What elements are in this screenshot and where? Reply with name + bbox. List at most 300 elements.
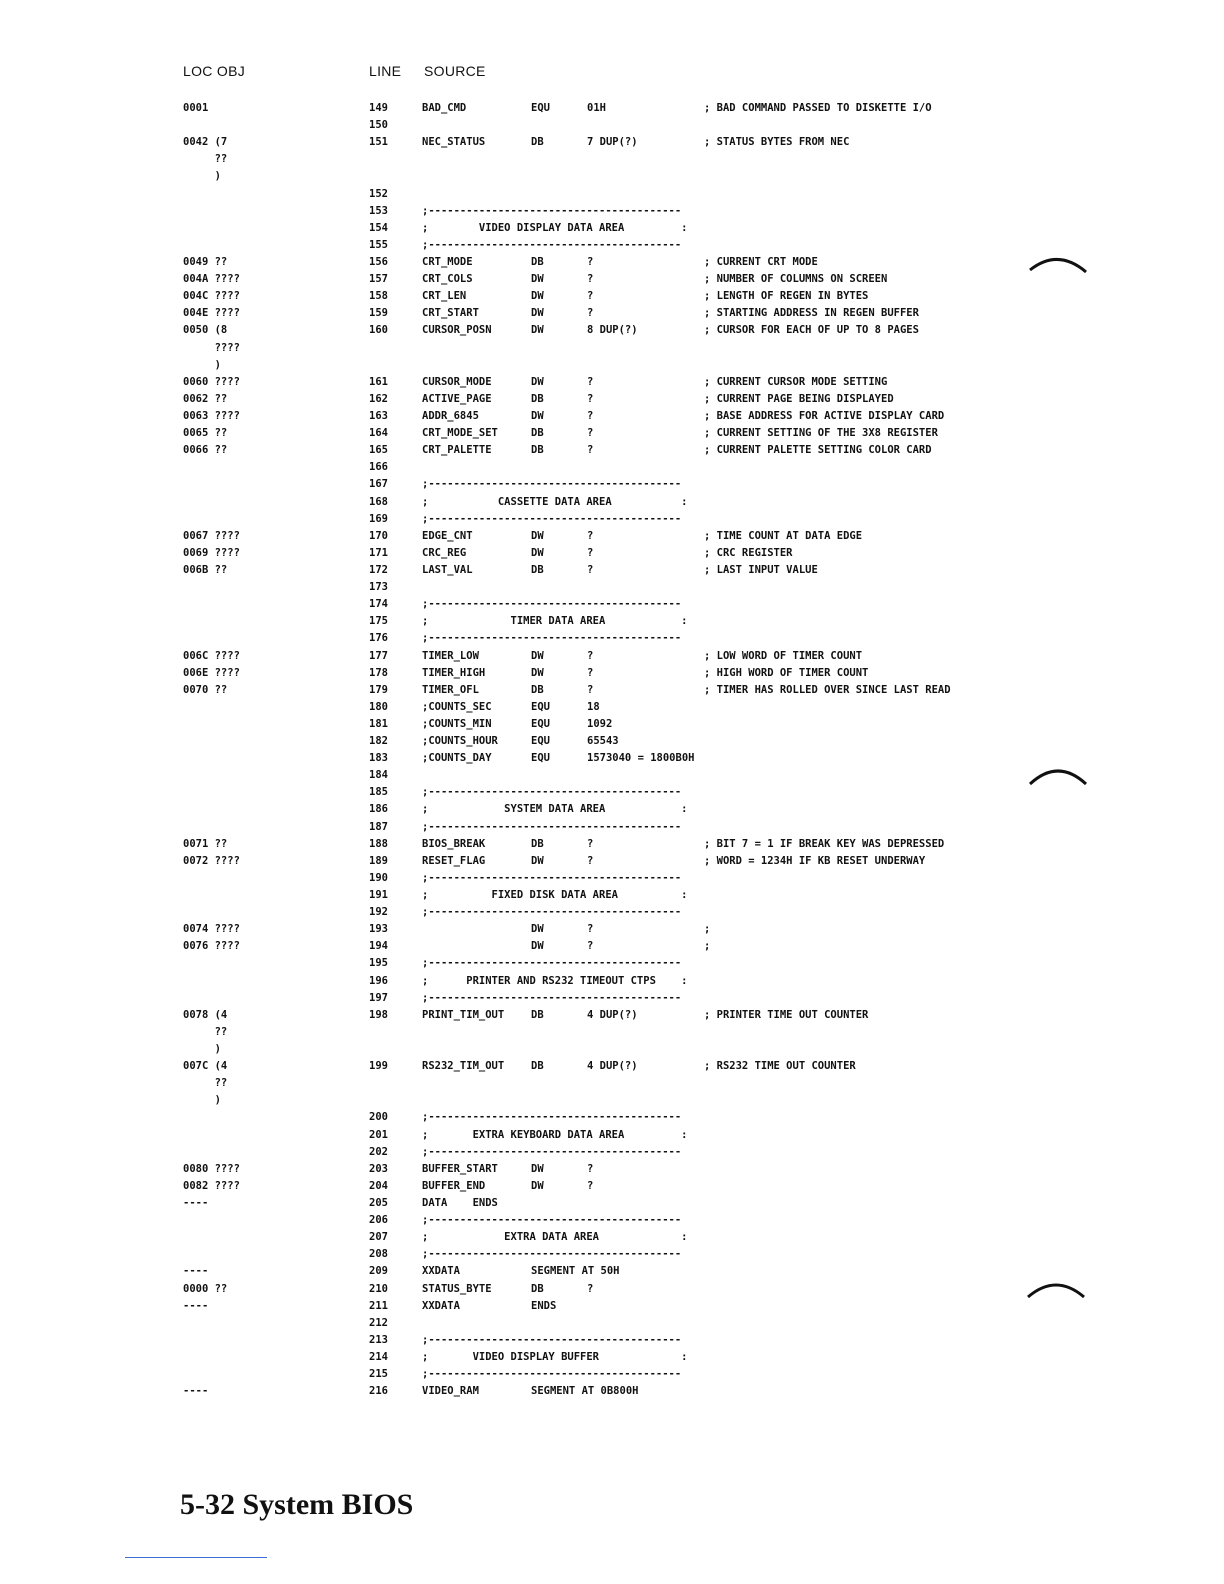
row-line-number: 180	[369, 700, 388, 713]
row-loc-obj: 0001	[183, 102, 209, 114]
row-opcode: EQU	[531, 735, 550, 748]
row-source-label: CRT_START	[422, 307, 479, 320]
row-source-label: ; VIDEO DISPLAY DATA AREA :	[422, 221, 688, 234]
row-source-label: ;----------------------------------------	[422, 1368, 682, 1381]
row-line-number: 175	[369, 615, 388, 628]
row-line-number: 155	[369, 238, 388, 251]
page-footer-title: 5-32 System BIOS	[180, 1488, 414, 1521]
listing-row	[0, 340, 1224, 357]
row-operand: ?	[587, 392, 594, 405]
listing-row	[0, 511, 1224, 528]
row-operand: ?	[587, 563, 594, 576]
row-comment: ; TIME COUNT AT DATA EDGE	[704, 529, 863, 542]
row-loc-obj: 006E ????	[183, 666, 240, 679]
row-loc-obj: 0042 (7	[183, 136, 228, 149]
row-line-number: 151	[369, 136, 388, 149]
row-comment: ; BIT 7 = 1 IF BREAK KEY WAS DEPRESSED	[704, 837, 945, 850]
page-tab-mark-icon	[1026, 1277, 1086, 1307]
listing-row	[0, 1161, 1224, 1178]
row-operand: 01H	[587, 102, 606, 114]
row-line-number: 192	[369, 906, 388, 919]
row-source-label: EDGE_CNT	[422, 529, 473, 542]
row-opcode: SEGMENT AT 0B800H	[531, 1385, 639, 1398]
row-source-label: BAD_CMD	[422, 102, 467, 114]
row-comment: ; CURRENT CURSOR MODE SETTING	[704, 375, 888, 388]
row-line-number: 189	[369, 854, 388, 867]
row-line-number: 208	[369, 1248, 388, 1261]
row-opcode: EQU	[531, 752, 550, 765]
listing-row	[0, 1315, 1224, 1332]
listing-row	[0, 1349, 1224, 1366]
row-comment: ; CURRENT SETTING OF THE 3X8 REGISTER	[704, 427, 938, 440]
listing-row	[0, 151, 1224, 168]
row-opcode: DW	[531, 940, 544, 953]
row-comment: ; TIMER HAS ROLLED OVER SINCE LAST READ	[704, 683, 951, 696]
row-line-number: 200	[369, 1111, 388, 1124]
listing-row	[0, 357, 1224, 374]
listing-row	[0, 682, 1224, 699]
row-source-label: ;COUNTS_SEC	[422, 700, 492, 713]
header-loc-obj: LOC OBJ	[183, 63, 246, 79]
row-operand: ?	[587, 375, 594, 388]
row-comment: ;	[704, 940, 711, 953]
row-operand: ?	[587, 409, 594, 422]
listing-row	[0, 1246, 1224, 1263]
row-line-number: 215	[369, 1368, 388, 1381]
listing-row	[0, 1212, 1224, 1229]
row-line-number: 188	[369, 837, 388, 850]
row-operand: ?	[587, 1179, 594, 1192]
row-source-label: ; TIMER DATA AREA :	[422, 615, 688, 628]
row-line-number: 166	[369, 461, 388, 474]
row-source-label: CRT_MODE_SET	[422, 427, 498, 440]
row-operand: ?	[587, 666, 594, 679]
row-opcode: DW	[531, 666, 544, 679]
row-source-label: XXDATA	[422, 1265, 460, 1278]
row-loc-obj: ??	[183, 153, 228, 166]
listing-row	[0, 1195, 1224, 1212]
row-source-label: RS232_TIM_OUT	[422, 1060, 505, 1073]
row-operand: ?	[587, 837, 594, 850]
listing-row	[0, 1127, 1224, 1144]
row-operand: ?	[587, 683, 594, 696]
row-source-label: ; EXTRA DATA AREA :	[422, 1231, 688, 1244]
row-source-label: CURSOR_POSN	[422, 324, 492, 337]
listing-row	[0, 203, 1224, 220]
row-opcode: DW	[531, 1179, 544, 1192]
row-loc-obj: 0065 ??	[183, 427, 228, 440]
row-comment: ;	[704, 923, 711, 936]
listing-row	[0, 596, 1224, 613]
header-source: SOURCE	[424, 63, 486, 79]
row-loc-obj: 004C ????	[183, 290, 240, 303]
listing-row	[0, 1332, 1224, 1349]
listing-row	[0, 870, 1224, 887]
row-loc-obj: 0066 ??	[183, 444, 228, 457]
listing-row	[0, 921, 1224, 938]
row-line-number: 214	[369, 1350, 388, 1363]
listing-row	[0, 528, 1224, 545]
listing-row	[0, 1058, 1224, 1075]
row-line-number: 201	[369, 1128, 388, 1141]
row-operand: ?	[587, 444, 594, 457]
row-line-number: 202	[369, 1145, 388, 1158]
row-line-number: 216	[369, 1385, 388, 1398]
listing-row	[0, 134, 1224, 151]
row-line-number: 165	[369, 444, 388, 457]
row-operand: ?	[587, 546, 594, 559]
row-line-number: 156	[369, 255, 388, 268]
row-line-number: 169	[369, 512, 388, 525]
row-comment: ; RS232 TIME OUT COUNTER	[704, 1060, 856, 1073]
listing-row	[0, 476, 1224, 493]
listing-row	[0, 819, 1224, 836]
row-line-number: 212	[369, 1316, 388, 1329]
row-operand: ?	[587, 307, 594, 320]
row-opcode: DB	[531, 837, 544, 850]
listing-row	[0, 1366, 1224, 1383]
listing-row	[0, 374, 1224, 391]
row-line-number: 204	[369, 1179, 388, 1192]
row-line-number: 205	[369, 1197, 388, 1209]
row-operand: ?	[587, 923, 594, 936]
row-loc-obj: 007C (4	[183, 1060, 228, 1073]
row-comment: ; WORD = 1234H IF KB RESET UNDERWAY	[704, 854, 926, 867]
listing-row	[0, 408, 1224, 425]
row-source-label: BIOS_BREAK	[422, 837, 486, 850]
row-loc-obj: 0072 ????	[183, 854, 240, 867]
row-line-number: 152	[369, 187, 388, 200]
row-source-label: ;COUNTS_MIN	[422, 717, 492, 730]
row-line-number: 177	[369, 649, 388, 662]
row-line-number: 179	[369, 683, 388, 696]
row-loc-obj: ????	[183, 341, 240, 354]
row-loc-obj: 0082 ????	[183, 1179, 240, 1192]
row-line-number: 206	[369, 1214, 388, 1227]
row-line-number: 207	[369, 1231, 388, 1244]
row-operand: 4 DUP(?)	[587, 1060, 638, 1073]
row-source-label: TIMER_HIGH	[422, 666, 486, 679]
listing-row	[0, 562, 1224, 579]
row-source-label: ADDR_6845	[422, 409, 479, 422]
row-source-label: BUFFER_START	[422, 1162, 498, 1175]
row-line-number: 186	[369, 803, 388, 816]
listing-row	[0, 117, 1224, 134]
row-source-label: ; CASSETTE DATA AREA :	[422, 495, 688, 508]
listing-row	[0, 186, 1224, 203]
row-line-number: 195	[369, 957, 388, 970]
listing-row	[0, 220, 1224, 237]
row-source-label: PRINT_TIM_OUT	[422, 1008, 505, 1021]
row-source-label: ;----------------------------------------	[422, 1145, 682, 1158]
row-line-number: 196	[369, 974, 388, 987]
row-opcode: DW	[531, 923, 544, 936]
row-opcode: EQU	[531, 717, 550, 730]
row-loc-obj: ??	[183, 1025, 228, 1038]
row-loc-obj: 0080 ????	[183, 1162, 240, 1175]
row-source-label: ; PRINTER AND RS232 TIMEOUT CTPS :	[422, 974, 688, 987]
page-tab-mark-icon	[1028, 762, 1088, 792]
listing-row	[0, 955, 1224, 972]
row-loc-obj: 006C ????	[183, 649, 240, 662]
row-comment: ; CURRENT CRT MODE	[704, 255, 818, 268]
listing-row	[0, 1178, 1224, 1195]
row-line-number: 181	[369, 717, 388, 730]
listing-row	[0, 545, 1224, 562]
listing-row	[0, 699, 1224, 716]
footer-rule	[125, 1557, 267, 1558]
row-operand: ?	[587, 290, 594, 303]
row-opcode: DW	[531, 307, 544, 320]
row-operand: ?	[587, 940, 594, 953]
row-loc-obj: ----	[183, 1197, 209, 1209]
row-source-label: BUFFER_END	[422, 1179, 486, 1192]
row-source-label: CRT_COLS	[422, 273, 473, 286]
listing-row	[0, 716, 1224, 733]
row-source-label: ;----------------------------------------	[422, 957, 682, 970]
row-line-number: 150	[369, 119, 388, 132]
row-line-number: 163	[369, 409, 388, 422]
listing-row	[0, 1383, 1224, 1400]
row-comment: ; STARTING ADDRESS IN REGEN BUFFER	[704, 307, 919, 320]
row-loc-obj: 0076 ????	[183, 940, 240, 953]
listing-row	[0, 459, 1224, 476]
row-loc-obj: ----	[183, 1265, 209, 1278]
listing-row	[0, 733, 1224, 750]
row-line-number: 210	[369, 1282, 388, 1295]
row-line-number: 183	[369, 752, 388, 765]
row-source-label: ; SYSTEM DATA AREA :	[422, 803, 688, 816]
row-source-label: ; FIXED DISK DATA AREA :	[422, 889, 688, 902]
row-source-label: CRC_REG	[422, 546, 467, 559]
listing-row	[0, 853, 1224, 870]
row-source-label: XXDATA	[422, 1299, 460, 1312]
listing-row	[0, 1144, 1224, 1161]
row-source-label: ;----------------------------------------	[422, 991, 682, 1004]
row-loc-obj: 0000 ??	[183, 1282, 228, 1295]
row-loc-obj: 0070 ??	[183, 683, 228, 696]
row-loc-obj: )	[183, 1043, 221, 1056]
row-opcode: DB	[531, 683, 544, 696]
listing-row	[0, 1041, 1224, 1058]
listing-row	[0, 442, 1224, 459]
row-source-label: CURSOR_MODE	[422, 375, 492, 388]
row-source-label: ;----------------------------------------	[422, 786, 682, 799]
row-opcode: DW	[531, 375, 544, 388]
listing-row	[0, 100, 1224, 117]
row-source-label: ;----------------------------------------	[422, 598, 682, 611]
source-listing	[0, 100, 1224, 1400]
row-comment: ; LAST INPUT VALUE	[704, 563, 818, 576]
row-source-label: VIDEO_RAM	[422, 1385, 479, 1398]
row-loc-obj: 004E ????	[183, 307, 240, 320]
listing-row	[0, 305, 1224, 322]
row-loc-obj: 0049 ??	[183, 255, 228, 268]
row-opcode: DB	[531, 1060, 544, 1073]
row-opcode: DB	[531, 444, 544, 457]
row-operand: ?	[587, 1162, 594, 1175]
row-loc-obj: ??	[183, 1077, 228, 1090]
row-comment: ; CURRENT PAGE BEING DISPLAYED	[704, 392, 894, 405]
listing-row	[0, 613, 1224, 630]
row-comment: ; NUMBER OF COLUMNS ON SCREEN	[704, 273, 888, 286]
row-line-number: 167	[369, 478, 388, 491]
row-source-label: ;----------------------------------------	[422, 871, 682, 884]
row-opcode: DW	[531, 1162, 544, 1175]
row-opcode: DW	[531, 854, 544, 867]
row-line-number: 168	[369, 495, 388, 508]
row-comment: ; CURSOR FOR EACH OF UP TO 8 PAGES	[704, 324, 919, 337]
listing-row	[0, 836, 1224, 853]
row-source-label: DATA ENDS	[422, 1197, 498, 1209]
row-source-label: STATUS_BYTE	[422, 1282, 492, 1295]
listing-row	[0, 630, 1224, 647]
row-line-number: 154	[369, 221, 388, 234]
row-line-number: 159	[369, 307, 388, 320]
row-opcode: DB	[531, 427, 544, 440]
row-source-label: ;----------------------------------------	[422, 478, 682, 491]
row-line-number: 199	[369, 1060, 388, 1073]
row-operand: ?	[587, 427, 594, 440]
row-opcode: DW	[531, 290, 544, 303]
row-source-label: CRT_PALETTE	[422, 444, 492, 457]
row-source-label: TIMER_LOW	[422, 649, 479, 662]
row-opcode: DW	[531, 324, 544, 337]
row-operand: ?	[587, 854, 594, 867]
row-source-label: ;----------------------------------------	[422, 1214, 682, 1227]
row-source-label: ;----------------------------------------	[422, 632, 682, 645]
row-source-label: CRT_MODE	[422, 255, 473, 268]
listing-row	[0, 494, 1224, 511]
row-operand: 65543	[587, 735, 619, 748]
row-operand: 18	[587, 700, 600, 713]
row-line-number: 153	[369, 204, 388, 217]
row-line-number: 197	[369, 991, 388, 1004]
row-line-number: 160	[369, 324, 388, 337]
row-opcode: DB	[531, 392, 544, 405]
listing-row	[0, 1075, 1224, 1092]
row-opcode: DW	[531, 273, 544, 286]
row-line-number: 157	[369, 273, 388, 286]
row-source-label: ;COUNTS_DAY	[422, 752, 492, 765]
row-loc-obj: ----	[183, 1299, 209, 1312]
row-opcode: DW	[531, 409, 544, 422]
row-loc-obj: 0069 ????	[183, 546, 240, 559]
row-line-number: 149	[369, 102, 388, 114]
row-loc-obj: 0060 ????	[183, 375, 240, 388]
row-line-number: 172	[369, 563, 388, 576]
row-line-number: 198	[369, 1008, 388, 1021]
listing-row	[0, 1229, 1224, 1246]
row-source-label: ;----------------------------------------	[422, 906, 682, 919]
row-source-label: ;----------------------------------------	[422, 204, 682, 217]
row-source-label: ;----------------------------------------	[422, 512, 682, 525]
row-opcode: DW	[531, 529, 544, 542]
row-line-number: 171	[369, 546, 388, 559]
listing-row	[0, 1024, 1224, 1041]
listing-row	[0, 1007, 1224, 1024]
row-comment: ; BAD COMMAND PASSED TO DISKETTE I/O	[704, 102, 932, 114]
row-opcode: EQU	[531, 102, 550, 114]
listing-row	[0, 168, 1224, 185]
row-source-label: TIMER_OFL	[422, 683, 479, 696]
row-operand: 1573040 = 1800B0H	[587, 752, 695, 765]
row-line-number: 184	[369, 769, 388, 782]
row-loc-obj: 0067 ????	[183, 529, 240, 542]
row-operand: ?	[587, 273, 594, 286]
row-line-number: 203	[369, 1162, 388, 1175]
row-operand: 1092	[587, 717, 613, 730]
row-source-label: ;----------------------------------------	[422, 1248, 682, 1261]
row-opcode: EQU	[531, 700, 550, 713]
row-loc-obj: )	[183, 1094, 221, 1107]
row-opcode: DW	[531, 546, 544, 559]
row-line-number: 164	[369, 427, 388, 440]
row-loc-obj: 0074 ????	[183, 923, 240, 936]
row-loc-obj: 0062 ??	[183, 392, 228, 405]
row-loc-obj: ----	[183, 1385, 209, 1398]
listing-row	[0, 1109, 1224, 1126]
row-line-number: 213	[369, 1333, 388, 1346]
row-line-number: 211	[369, 1299, 388, 1312]
row-source-label: ;----------------------------------------	[422, 238, 682, 251]
row-source-label: CRT_LEN	[422, 290, 467, 303]
listing-row	[0, 665, 1224, 682]
row-comment: ; STATUS BYTES FROM NEC	[704, 136, 850, 149]
header-line: LINE	[369, 63, 402, 79]
row-loc-obj: 004A ????	[183, 273, 240, 286]
row-opcode: DB	[531, 1008, 544, 1021]
row-source-label: ;----------------------------------------	[422, 1333, 682, 1346]
row-comment: ; CURRENT PALETTE SETTING COLOR CARD	[704, 444, 932, 457]
row-line-number: 187	[369, 820, 388, 833]
listing-row	[0, 938, 1224, 955]
row-loc-obj: 0063 ????	[183, 409, 240, 422]
row-opcode: ENDS	[531, 1299, 557, 1312]
row-comment: ; CRC REGISTER	[704, 546, 793, 559]
page-tab-mark-icon	[1028, 252, 1088, 282]
listing-row	[0, 648, 1224, 665]
row-line-number: 176	[369, 632, 388, 645]
row-comment: ; BASE ADDRESS FOR ACTIVE DISPLAY CARD	[704, 409, 945, 422]
row-line-number: 191	[369, 889, 388, 902]
row-comment: ; PRINTER TIME OUT COUNTER	[704, 1008, 869, 1021]
row-line-number: 158	[369, 290, 388, 303]
listing-row	[0, 990, 1224, 1007]
listing-row	[0, 904, 1224, 921]
row-line-number: 182	[369, 735, 388, 748]
row-opcode: DB	[531, 255, 544, 268]
row-loc-obj: 0050 (8	[183, 324, 228, 337]
row-opcode: DB	[531, 563, 544, 576]
row-source-label: ;----------------------------------------	[422, 820, 682, 833]
row-operand: ?	[587, 255, 594, 268]
row-operand: 7 DUP(?)	[587, 136, 638, 149]
listing-row	[0, 425, 1224, 442]
row-loc-obj: 0071 ??	[183, 837, 228, 850]
listing-row	[0, 391, 1224, 408]
row-source-label: ; EXTRA KEYBOARD DATA AREA :	[422, 1128, 688, 1141]
listing-row	[0, 801, 1224, 818]
row-operand: ?	[587, 529, 594, 542]
row-operand: 4 DUP(?)	[587, 1008, 638, 1021]
row-loc-obj: )	[183, 170, 221, 183]
row-operand: ?	[587, 1282, 594, 1295]
row-opcode: DB	[531, 136, 544, 149]
row-line-number: 170	[369, 529, 388, 542]
row-line-number: 185	[369, 786, 388, 799]
row-comment: ; LENGTH OF REGEN IN BYTES	[704, 290, 869, 303]
